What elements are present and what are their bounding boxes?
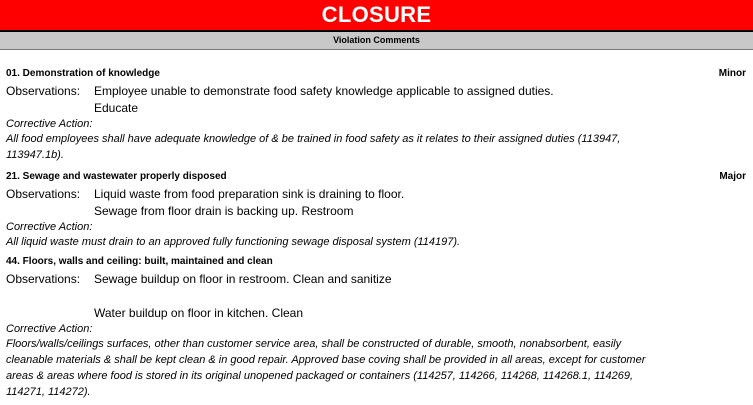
observations-label: Observations: xyxy=(6,272,81,286)
severity-badge: Major xyxy=(719,171,746,182)
observations xyxy=(6,271,746,322)
observation-line: Sewage from floor drain is backing up. Restroom xyxy=(94,204,354,218)
observations-label: Observations: xyxy=(6,84,81,98)
observation-line: Water buildup on floor in kitchen. Clean xyxy=(94,306,304,320)
corrective-action-label: Corrective Action: xyxy=(6,118,93,130)
corrective-action-text: All liquid waste must drain to an approved fully functioning sewage disposal system (114197). xyxy=(6,236,461,248)
closure-banner: CLOSURE xyxy=(0,0,753,30)
violation-comments-header: Violation Comments xyxy=(0,30,753,50)
severity-badge: Minor xyxy=(718,68,746,79)
observation-line: Educate xyxy=(94,101,139,115)
violation-title: 44. Floors, walls and ceiling: built, maintained and clean xyxy=(6,256,273,267)
violation-item-01 xyxy=(6,68,746,163)
observations xyxy=(6,186,746,220)
corrective-action-label: Corrective Action: xyxy=(6,221,93,233)
observation-line: Employee unable to demonstrate food safety knowledge applicable to assigned duties. xyxy=(94,84,554,98)
observations xyxy=(6,83,746,117)
violation-item-21 xyxy=(6,171,746,250)
corrective-action-text: Floors/walls/ceilings surfaces, other than customer service area, shall be constructed of durable, smooth, nonabsorbent, easily cleanable materials & shall be kept clean & in good repair. Approved base coving shall be provided in all areas, except for customer areas & areas where food is stored in its original unopened packaged or containers (114257, 114266, 114268, 114268.1, 114269, 114271, 114272). xyxy=(6,338,646,398)
observation-line: Sewage buildup on floor in restroom. Clean and sanitize xyxy=(94,272,392,286)
observations-label: Observations: xyxy=(6,187,81,201)
observation-line: Liquid waste from food preparation sink is draining to floor. xyxy=(94,187,405,201)
corrective-action-text: All food employees shall have adequate knowledge of & be trained in food safety as it relates to their assigned duties (113947, 113947.1b). xyxy=(6,133,621,161)
violation-title: 21. Sewage and wastewater properly disposed Major xyxy=(6,171,746,182)
observation-line xyxy=(94,288,392,305)
corrective-action-label: Corrective Action: xyxy=(6,323,93,335)
violation-title: 01. Demonstration of knowledge Minor xyxy=(6,68,746,79)
violation-item-44 xyxy=(6,256,746,400)
